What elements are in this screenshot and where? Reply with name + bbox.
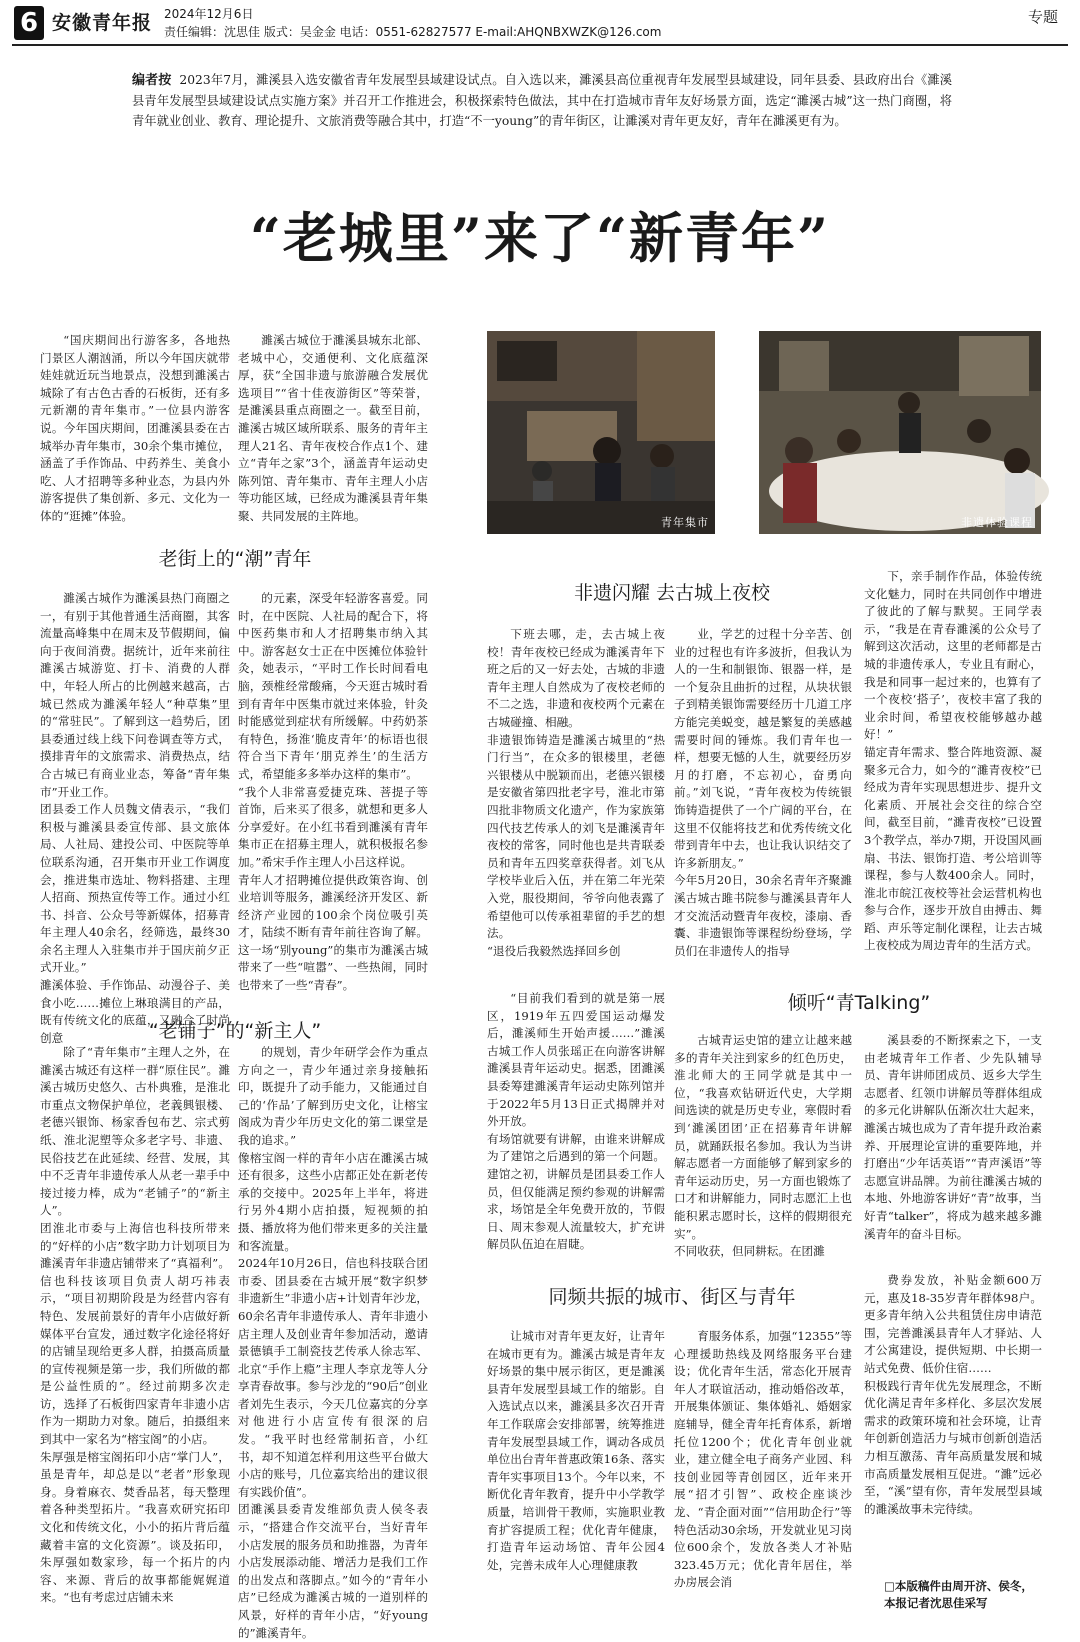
masthead [0, 0, 1080, 44]
page-number: 6 [14, 6, 44, 40]
sec4-col-1: “目前我们看到的就是第一展区，1919年五四爱国运动爆发后，濉溪师生开始声援……”濉溪古城工作人员张瑶正在向游客讲解濉溪县青年运动史。据悉，团濉溪县委筹建濉溪青年运动史陈列馆并于2022年5月13日正式揭牌并对外开放。 有场馆就要有讲解，由谁来讲解成为了建馆之后遇到的第一个问题。建馆之初，讲解员是团县委工作人员，但仅能满足预约参观的讲解需求，场馆是全年免费开放的，节假日、周末参观人流量较大，扩充讲解员队伍迫在眉睫。 [487, 991, 665, 1252]
photo-caption-heritage-class: 非遗体验课程 [961, 516, 1033, 529]
section-title-night-school: 非遗闪耀 去古城上夜校 [573, 582, 771, 604]
photo-youth-market-image [487, 331, 715, 534]
intro-col-1: “国庆期间出行游客多，各地热门景区人潮汹涌，所以今年国庆就带娃娃就近玩当地景点，没想到濉溪古城除了有古色古香的石板街，还有多元新潮的青年集市。”一位县内游客说。今年国庆期间，团濉溪县委在古城举办青年集市，30余个集市摊位，涵盖了手作饰品、中药养生、美食小吃、人才招聘等多种业态，为县内外游客提供了集创新、多元、文化为一体的“逛摊”体验。 [40, 333, 230, 523]
photo-youth-market [487, 331, 715, 534]
editor-note-label: 编者按 [132, 73, 172, 88]
byline [884, 1578, 1033, 1612]
sec2-col-2: 业，学艺的过程十分辛苦、创业的过程也有许多波折，但我认为人的一生和制银饰、银器一样，是一个复杂且曲折的过程，从块状银子到精美银饰需要经历十几道工序方能完美蜕变，越是繁复的美感越需要时间的锤炼。我们青年也一样，想要无憾的人生，就要经历岁月的打磨，不忘初心，奋勇向前。”刘飞说，“青年夜校为传统银饰铸造提供了一个广阔的平台，在这里不仅能将技艺和优秀传统文化带到青年中去，也让我认识结交了许多新朋友。” 今年5月20日，30余名青年齐聚濉溪古城古雎书院参与濉溪县青年人才交流活动暨青年夜校，漆扇、香囊、非遗银饰等课程纷纷登场，学员们在非遗传人的指导 [674, 627, 852, 958]
photo-heritage-class-image [759, 331, 1041, 534]
sec2-col-3: 下，亲手制作作品，体验传统文化魅力，同时在共同创作中增进了彼此的了解与默契。王同学表示，“我是在青春濉溪的公众号了解到这次活动，这里的老师都是古城的非遗传承人，专业且有耐心，我是和同事一起过来的，也算有了一个夜校‘搭子’，夜校丰富了我的业余时间，希望夜校能够越办越好！” 锚定青年需求、整合阵地资源、凝聚多元合力，如今的“濉青夜校”已经成为青年实现思想进步、提升文化素质、开展社会交往的综合空间，截至目前，“濉青夜校”已设置3个教学点，举办7期，开设国风画扇、书法、银饰打造、考公培训等课程，参与人数400余人。同时，淮北市皖江夜校等社会运营机构也参与合作，逐步开放自由搏击、舞蹈、声乐等定制化课程，让去古城上夜校成为周边青年的生活方式。 [864, 569, 1042, 953]
editor-note [132, 70, 952, 131]
sec3-col-2: 的规划，青少年研学会作为重点方向之一，青少年通过亲身接触拓印，既提升了动手能力，又能通过自己的‘作品’了解到历史文化，让榕宝阁成为青少年历史文化的第二课堂是我的追求。” 像榕宝阁一样的青年小店在濉溪古城还有很多，这些小店都正处在新老传承的交接中。2025年上半年，将进行另外4期小店拍摄，短视频的拍摄、播放将为他们带来更多的关注量和客流量。 2024年10月26日，信也科技联合团市委、团县委在古城开展“数字织梦非遗新生”非遗小店+计划青年沙龙，60余名青年非遗传承人、青年非遗小店主理人及创业青年参加活动，邀请景德镇手工制瓷技艺传承人徐志军、北京“手作上瘾”主理人李京龙等人分享青春故事。参与沙龙的“90后”创业者刘先生表示，今天几位嘉宾的分享对他进行小店宣传有很深的启发。“我平时也经常制拓音，小红书，却不知道怎样利用这些平台做大小店的账号，几位嘉宾给出的建议很有实践价值”。 团濉溪县委青发维部负责人侯冬表示，“搭建合作交流平台，当好青年小店发展的服务员和助推器，为青年小店发展添动能、增活力是我们工作的出发点和落脚点。”如今的“青年小店”已经成为濉溪古城的一道别样的风景，好样的青年小店，“好young的”濉溪青年。 [238, 1045, 428, 1640]
header-rule [12, 44, 1068, 46]
paper-name: 安徽青年报 [52, 12, 153, 34]
sec3-col-1: 除了“青年集市”主理人之外，在濉溪古城还有这样一群“原住民”。濉溪古城历史悠久、古朴典雅，是淮北市重点文物保护单位，老義興银楼、老德兴银饰、杨家香包布艺、宗式剪纸、淮北泥塑等众多老字号、非遗、民俗技艺在此延续、经营、发展，其中不乏青年非遗传承人从老一辈手中接过接力棒，成为“老铺子”的“新主人”。 团淮北市委与上海信也科技所带来的“好样的小店”数字助力计划项目为濉溪青年非遗店铺带来了“真福利”。信也科技该项目负责人胡巧祎表示，“项目初期阶段是为经营内容有特色、发展前景好的青年小店做好新媒体平台宣发，通过数字化途径将好的店铺呈现给更多人群，拍摄高质量的宣传视频是第一步，我们所做的都是公益性质的”。经过前期多次走访，选择了石板街四家青年非遗小店作为一期助力对象。随后，拍摄组来到其中一家名为“榕宝阁”的小店。 朱厚强是榕宝阁拓印小店“掌门人”，虽是青年，却总是以“老者”形象现身。身着麻衣、焚香品茗，每天整理着各种类型拓片。“我喜欢研究拓印文化和传统文化，小小的拓片背后蕴藏着丰富的文化资源”。谈及拓印，朱厚强如数家珍，每一个拓片的内容、来源、背后的故事都能娓娓道来。“也有考虑过店铺未来 [40, 1045, 230, 1605]
sec5-col-1: 让城市对青年更友好，让青年在城市更有为。濉溪古城是青年友好场景的集中展示街区，更是濉溪县青年发展型县域工作的缩影。自入选试点以来，濉溪县多次召开青年工作联席会安排部署，统筹推进青年发展型县域工作，调动各成员单位出台青年普惠政策16条、落实青年实事项目13个。今年以来，不断优化青年教育，提升中小学教学质量，培训骨干教师，实施职业教育扩容提质工程；优化青年健康，打造青年运动场馆、青年公园4处，完善未成年人心理健康教 [487, 1329, 665, 1572]
sec5-col-2: 育服务体系，加强“12355”等心理援助热线及网络服务平台建设；优化青年生活，常态化开展青年人才联谊活动，推动婚俗改革，开展集体颁证、集体婚礼、婚姻家庭辅导，健全青年托育体系，新增托位1200个；优化青年创业就业，建立健全电子商务产业园、科技创业园等青创园区，近年来开展“招才引智”、政校企座谈沙龙、“青企面对面”“信用助企行”等特色活动30余场，开发就业见习岗位600余个，发放各类人才补贴323.45万元；优化青年居住，举办房展会消 [674, 1329, 852, 1590]
sec4-col-2: 古城青运史馆的建立让越来越多的青年关注到家乡的红色历史，淮北师大的王同学就是其中一位，“我喜欢钻研近代史，大学期间选读的就是历史专业，寒假时看到‘濉溪团团’正在招募青年讲解员，就踊跃报名参加。我认为当讲解志愿者一方面能够了解到家乡的青年运动历史，另一方面也锻炼了口才和讲解能力，同时志愿汇上也能积累志愿时长，这样的假期很充实”。 不同收获，但同耕耘。在团濉 [674, 1033, 852, 1259]
photo-heritage-class [759, 331, 1041, 534]
photo-caption-youth-market: 青年集市 [661, 516, 709, 529]
section-title-old-shops: “老铺子”的“新主人” [148, 1020, 322, 1042]
byline-line-1: □本版稿件由周开济、侯冬， [884, 1579, 1033, 1593]
main-title: “老城里”来了“新青年” [249, 206, 831, 270]
editor-contact-line: 责任编辑：沈思佳 版式：吴金金 电话：0551-62827577 E-mail:AHQNBXWZK@126.com [164, 25, 662, 39]
sec1-col-2: 的元素，深受年轻游客喜爱。同时，在中医院、人社局的配合下，将中医药集市和人才招聘集市纳入其中。游客赵女士正在中医摊位体验针灸，她表示，“平时工作长时间看电脑，颈椎经常酸痛，今天逛古城时看到有青年中医集市就过来体验，针灸时能感觉到症状有所缓解。中药奶茶有特色，扬淮‘脆皮青年’的标语也很符合当下青年‘朋克养生’的生活方式，希望能多多举办这样的集市”。 “我个人非常喜爱捷克珠、菩提子等首饰，后来买了很多，就想和更多人分享爱好。在小红书看到濉溪有青年集市正在招募主理人，就积极报名参加。”希宋手作主理人小吕这样说。 青年人才招聘摊位提供政策咨询、创业培训等服务，濉溪经济开发区、新经济产业园的100余个岗位吸引英才，陆续不断有青年前往咨询了解。这一场“别young”的集市为濉溪古城带来了一些“喧嚣”、一些热闹，同时也带来了一些“青春”。 [238, 591, 428, 993]
section-title-trendy-youth: 老街上的“潮”青年 [158, 548, 312, 570]
sec2-col-1: 下班去哪，走，去古城上夜校！青年夜校已经成为濉溪青年下班之后的又一好去处，古城的非遗青年主理人自然成为了夜校老师的不二之选，非遗和夜校两个元素在古城碰撞、相融。 非遗银饰铸造是濉溪古城里的“热门行当”，在众多的银楼里，老德兴银楼从中脱颖而出，老德兴银楼是安徽省第四批老字号，淮北市第四批非物质文化遗产，作为家族第四代技艺传承人的刘飞是濉溪青年夜校的常客，同时他也是共青联委员和青年五四奖章获得者。刘飞从学校毕业后入伍，并在第二年光荣入党，服役期间，爷爷向他表露了希望他可以传承祖辈留的手艺的想法。 “退役后我毅然选择回乡创 [487, 627, 665, 958]
sec5-col-3: 费券发放，补贴金额600万元，惠及18-35岁青年群体98户。更多青年纳入公共租赁住房申请范围，完善濉溪县青年人才驿站、人才公寓建设，提供短期、中长期一站式免费、低价住宿…… 积极践行青年优先发展理念，不断优化满足青年多样化、多层次发展需求的政策环境和社会环境，让青年创新创造活力与城市创新创造活力相互激荡、青年高质量发展和城市高质量发展相互促进。“濉”远必至，“溪”望有你，青年发展型县域的濉溪故事未完待续。 [864, 1273, 1042, 1516]
sec4-col-3: 溪县委的不断探索之下，一支由老城青年工作者、少先队辅导员、青年讲师团成员、返乡大学生志愿者、红领巾讲解员等群体组成的多元化讲解队伍渐次壮大起来，濉溪古城也成为了青年提升政治素养、开展理论宣讲的重要阵地，并打磨出“少年话英语”“青声溪语”等志愿宣讲品牌。为前往濉溪古城的本地、外地游客讲好“青”故事，当好青“talker”，将成为越来越多濉溪青年的奋斗目标。 [864, 1033, 1042, 1241]
section-title-city-youth: 同频共振的城市、街区与青年 [548, 1286, 796, 1308]
section-title-talking: 倾听“青Talking” [787, 992, 931, 1014]
intro-col-2: 濉溪古城位于濉溪县城东北部、老城中心，交通便利、文化底蕴深厚，获“全国非遗与旅游融合发展优选项目”“省十佳夜游街区”等荣誉，是濉溪县重点商圈之一。截至目前，濉溪古城区域所联系、服务的青年主理人21名、青年夜校合作点1个、建立“青年之家”3个，涵盖青年运动史陈列馆、青年集市、青年主理人小店等功能区域，已经成为濉溪县青年集聚、共同发展的主阵地。 [238, 333, 428, 523]
section-tag: 专题 [1027, 8, 1058, 26]
editor-note-text: 2023年7月，濉溪县入选安徽省青年发展型县域建设试点。自入选以来，濉溪县高位重视青年发展型县域建设，同年县委、县政府出台《濉溪县青年发展型县域建设试点实施方案》并召开工作推进会，积极探索特色做法，其中在打造城市青年友好场景方面，选定“濉溪古城”这一热门商圈，将青年就业创业、教育、理论提升、文旅消费等融合其中，打造“不一young”的青年街区，让濉溪对青年更友好，青年在濉溪更有为。 [132, 73, 952, 128]
sec1-col-1: 濉溪古城作为濉溪县热门商圈之一，有别于其他普通生活商圈，其客流量高峰集中在周末及节假期间，偏向于夜间消费。据统计，近年来前往濉溪古城游览、打卡、消费的人群中，年轻人所占的比例越来越高，古城已然成为濉溪年轻人“种草集”里的“常驻民”。了解到这一趋势后，团县委通过线上线下问卷调查等方式，摸排青年的文旅需求、消费热点，结合古城已有商业业态，筹备“青年集市”开业工作。 团县委工作人员魏文倩表示，“我们积极与濉溪县委宣传部、县文旅体局、人社局、建投公司、中医院等单位联系沟通，召开集市开业工作调度会，推进集市选址、物料搭建、主理人招商、预热宣传等工作。通过小红书、抖音、公众号等新媒体，招募青年主理人40余名，经筛选，最终30余名主理人入驻集市并于国庆前夕正式开业。” 濉溪体验、手作饰品、动漫谷子、美食小吃……摊位上琳琅满目的产品，既有传统文化的底蕴，又融合了时尚创意 [40, 591, 230, 1045]
byline-line-2: 本报记者沈思佳采写 [884, 1596, 988, 1610]
issue-date: 2024年12月6日 [164, 7, 254, 21]
